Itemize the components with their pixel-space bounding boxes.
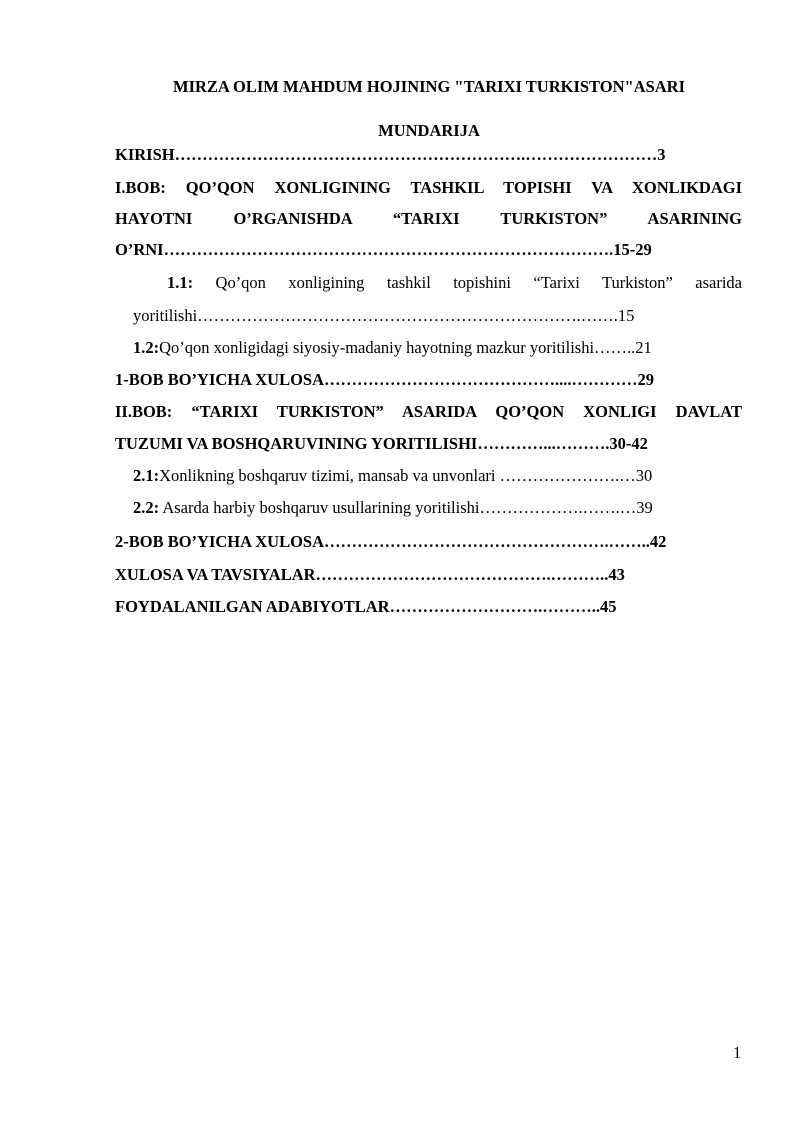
- toc-entry-adabiyotlar: FOYDALANILGAN ADABIYOTLAR……………………….………..45: [115, 597, 617, 616]
- toc-entry-section-1-2: [133, 338, 652, 358]
- document-title: MIRZA OLIM MAHDUM HOJINING "TARIXI TURKISTON"ASARI: [173, 77, 685, 96]
- toc-entry-section-2-2: [133, 498, 653, 518]
- section-title: Qo’qon xonligining tashkil topishini “Tarixi Turkiston” asarida: [193, 273, 742, 292]
- toc-entry-bob1-xulosa: 1-BOB BO’YICHA XULOSA……………………………………....…………29: [115, 370, 655, 389]
- section-number: 1.2:: [133, 338, 160, 357]
- section-title: Asarda harbiy boshqaruv usullarining yoritilishi……………….…….…39: [159, 498, 653, 517]
- toc-entry-section-1-1-line2: yoritilishi…………………………………………………………….…….15: [133, 306, 635, 325]
- toc-entry-bob1-line2: HAYOTNI O’RGANISHDA “TARIXI TURKISTON” ASARINING: [115, 209, 742, 228]
- section-title: Qo’qon xonligidagi siyosiy-madaniy hayotning mazkur yoritilishi……..21: [159, 338, 652, 357]
- toc-entry-bob2-xulosa: 2-BOB BO’YICHA XULOSA…………………………………………….……..42: [115, 532, 667, 551]
- toc-entry-kirish: KIRISH……………………………………………………….……………………3: [115, 145, 666, 164]
- toc-entry-section-2-1: [133, 466, 652, 486]
- contents-heading: MUNDARIJA: [378, 121, 480, 140]
- toc-entry-xulosa: XULOSA VA TAVSIYALAR…………………………………….………..43: [115, 565, 625, 584]
- toc-entry-bob2-line2: TUZUMI VA BOSHQARUVINING YORITILISHI…………...……….30-42: [115, 434, 648, 453]
- section-number: 2.1:: [133, 466, 160, 485]
- toc-entry-bob2-line1: II.BOB: “TARIXI TURKISTON” ASARIDA QO’QON XONLIGI DAVLAT: [115, 402, 742, 421]
- section-number: 1.1:: [167, 273, 194, 292]
- section-title: Xonlikning boshqaruv tizimi, mansab va unvonlari ………………….…30: [159, 466, 653, 485]
- page-number: 1: [733, 1043, 742, 1062]
- section-number: 2.2:: [133, 498, 160, 517]
- toc-entry-bob1-line3: O’RNI……………………………………………………………………….15-29: [115, 240, 652, 259]
- toc-entry-section-1-1-line1: [167, 273, 742, 293]
- toc-entry-bob1-line1: I.BOB: QO’QON XONLIGINING TASHKIL TOPISHI VA XONLIKDAGI: [115, 178, 742, 197]
